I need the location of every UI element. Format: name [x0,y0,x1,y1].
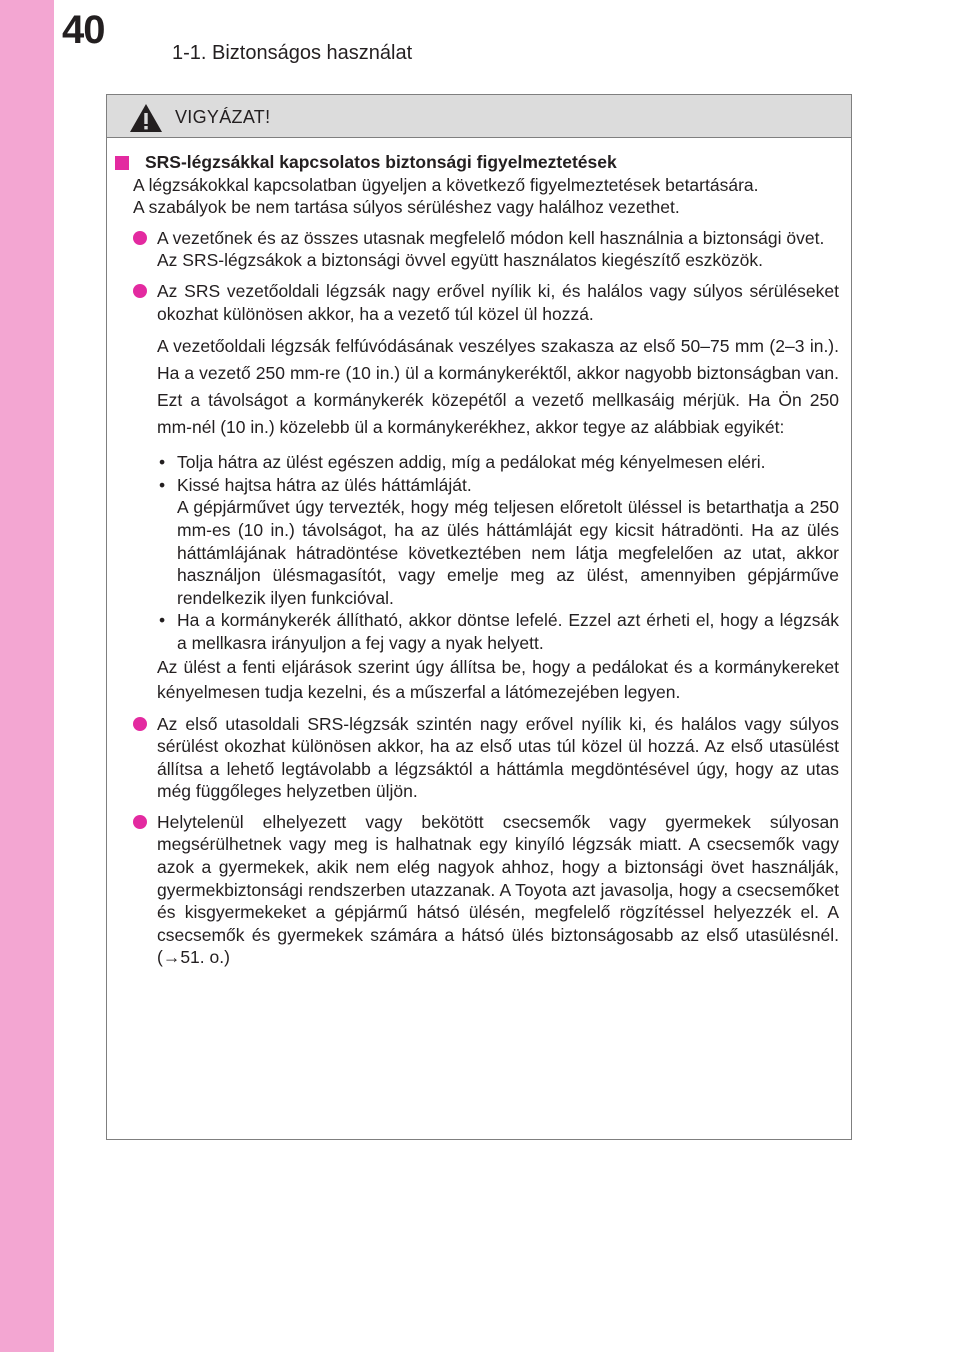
bullet-paragraph: Helytelenül elhelyezett vagy bekötött csecsemők vagy gyermekek súlyosan megsérülhetnek vagy meg is halhatnak egy kinyíló légzsák miatt. A csecsemők vagy azok a gyermekek, akik nem elég nagyok ahhoz, hogy a biztonsági övet használják, gyermekbiztonsági rendszerben utazzanak. A Toyota azt javasolja, hogy a csecsemőket és kisgyermekeket a gépjármű hátsó ülésén, megfelelő rögzítéssel helyezzék el. A csecsemők és gyermekek számára a hátsó ülés biztonságosabb az első utasülésnél. (→51. o.) [157,811,839,968]
sub-item-note: A gépjárművet úgy tervezték, hogy még teljesen előretolt üléssel is betarthatja a 250 mm-es (10 in.) távolságot, ha az ülés háttámláját egy kicsit hátradönti. Ha az ülés háttámlájának hátradöntése következtében nem látja megfelelően az utat, akkor használjon ülésmagasítót, vagy emelje meg az ülést, amennyiben gépjárműve rendelkezik ilyen funkcióval. [177,497,839,608]
sub-list [157,451,839,654]
sub-item-text: Kissé hajtsa hátra az ülés háttámláját. [177,474,472,495]
round-bullet-icon [133,717,147,731]
caution-heading [113,151,851,174]
round-bullet-icon [133,815,147,829]
page-number: 40 [62,8,105,52]
sub-list-item [157,474,839,610]
small-bullet-icon: • [159,452,166,473]
round-bullet-icon [133,284,147,298]
bullet-paragraph: Az SRS-légzsákok a biztonsági övvel együtt használatos kiegészítő eszközök. [157,250,764,271]
sub-item-text: Ha a kormánykerék állítható, akkor döntse lefelé. Ezzel azt érheti el, hogy a légzsák a mellkasra irányuljon a fej vagy a nyak helyett. [177,610,839,653]
small-bullet-icon: • [159,474,166,495]
caution-intro [107,174,851,219]
sub-item-text: Tolja hátra az ülést egészen addig, míg a pedálokat még kényelmesen eléri. [177,452,766,473]
bullet-item [107,280,851,705]
bullet-paragraph: A vezetőnek és az összes utasnak megfelelő módon kell használnia a biztonsági övet. [157,227,825,248]
bullet-item [107,811,851,969]
sub-list-item [157,451,839,474]
square-bullet-icon [115,156,129,170]
caution-header [107,95,851,138]
side-color-bar [0,0,54,1352]
bullet-paragraph: Az SRS vezetőoldali légzsák nagy erővel nyílik ki, és halálos vagy súlyos sérüléseket okozhat különösen akkor, ha a vezető túl közel ül hozzá. [157,280,839,324]
warning-triangle-icon [129,103,163,133]
bullet-item [107,227,851,272]
round-bullet-icon [133,231,147,245]
caution-label: VIGYÁZAT! [175,107,271,127]
bullet-paragraph: Az első utasoldali SRS-légzsák szintén nagy erővel nyílik ki, és halálos vagy súlyos sérülést okozhat különösen akkor, ha az első utas túl közel ül hozzá. Az első utasülést állítsa a lehető legtávolabb a légzsáktól a háttámla megdöntésével úgy, hogy az utas még függőleges helyzetben üljön. [157,713,839,802]
bullet-paragraph: A vezetőoldali légzsák felfúvódásának veszélyes szakasza az első 50–75 mm (2–3 in.). Ha a vezető 250 mm-re (10 in.) ül a kormánykeréktől, akkor nagyobb biztonságban van. Ezt a távolságot a kormánykerék közepétől a vezető mellkasáig mérjük. Ha Ön 250 mm-nél (10 in.) közelebb ül a kormánykerékhez, akkor tegye az alábbiak egyikét: [157,336,839,438]
section-title: 1-1. Biztonságos használat [172,42,413,64]
caution-box [106,94,852,1140]
closing-paragraph: Az ülést a fenti eljárások szerint úgy állítsa be, hogy a pedálokat és a kormánykereket kényelmesen tudja kezelni, és a műszerfal a látómezejében legyen. [157,656,839,702]
bullet-item [107,713,851,803]
sub-list-item [157,609,839,654]
intro-paragraph: A szabályok be nem tartása súlyos sérüléshez vagy halálhoz vezethet. [133,197,680,218]
caution-content [107,151,851,969]
small-bullet-icon: • [159,610,166,631]
intro-paragraph: A légzsákokkal kapcsolatban ügyeljen a következő figyelmeztetések betartására. [133,174,759,195]
caution-heading-text: SRS-légzsákkal kapcsolatos biztonsági figyelmeztetések [145,152,617,172]
